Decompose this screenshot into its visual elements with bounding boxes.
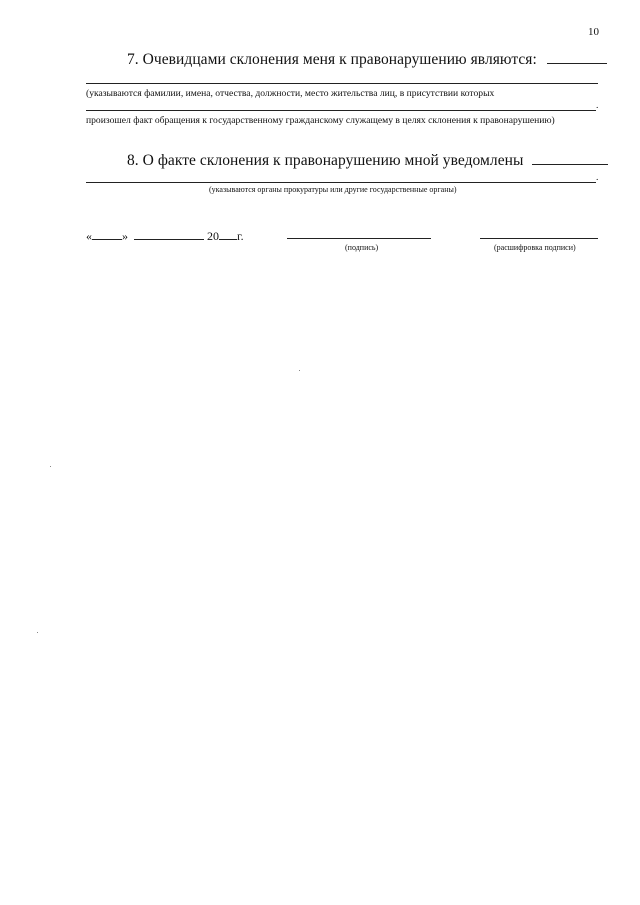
date-quote-close: »	[122, 229, 128, 243]
section-7-hint-paragraph: произошел факт обращения к государственному гражданскому служащему в целях склонения к правонарушению)	[86, 115, 555, 126]
scan-speck	[50, 466, 51, 467]
month-blank	[134, 227, 204, 240]
section-8-hint: (указываются органы прокуратуры или другие государственные органы)	[209, 185, 457, 194]
scan-speck	[299, 370, 300, 371]
signature-decode-line	[480, 238, 598, 239]
section-8-entry-line	[86, 182, 596, 183]
section-7-entry-line-2	[86, 110, 596, 111]
signature-label: (подпись)	[345, 243, 379, 252]
section-8-heading-text: 8. О факте склонения к правонарушению мной уведомлены	[127, 152, 524, 169]
year-blank	[219, 227, 237, 240]
scan-speck	[37, 632, 38, 633]
section-7-heading	[127, 51, 607, 69]
page-number: 10	[588, 26, 599, 38]
date-quote-open: «	[86, 229, 92, 243]
date-field	[86, 227, 244, 244]
signature-decode-label: (расшифровка подписи)	[494, 243, 576, 252]
section-7-entry-line-1	[86, 83, 598, 84]
section-8-heading	[127, 152, 608, 170]
signature-line	[287, 238, 431, 239]
section-7-hint-line: (указываются фамилии, имена, отчества, должности, место жительства лиц, в присутствии которых	[86, 88, 495, 99]
year-suffix: г.	[237, 229, 244, 243]
section-7-end-mark: .	[596, 100, 599, 111]
section-8-end-mark: .	[596, 172, 599, 183]
day-blank	[92, 227, 122, 240]
section-7-heading-text: 7. Очевидцами склонения меня к правонарушению являются:	[127, 51, 537, 68]
section-8-inline-blank	[532, 152, 608, 165]
section-7-inline-blank	[547, 51, 607, 64]
year-prefix: 20	[207, 229, 219, 243]
